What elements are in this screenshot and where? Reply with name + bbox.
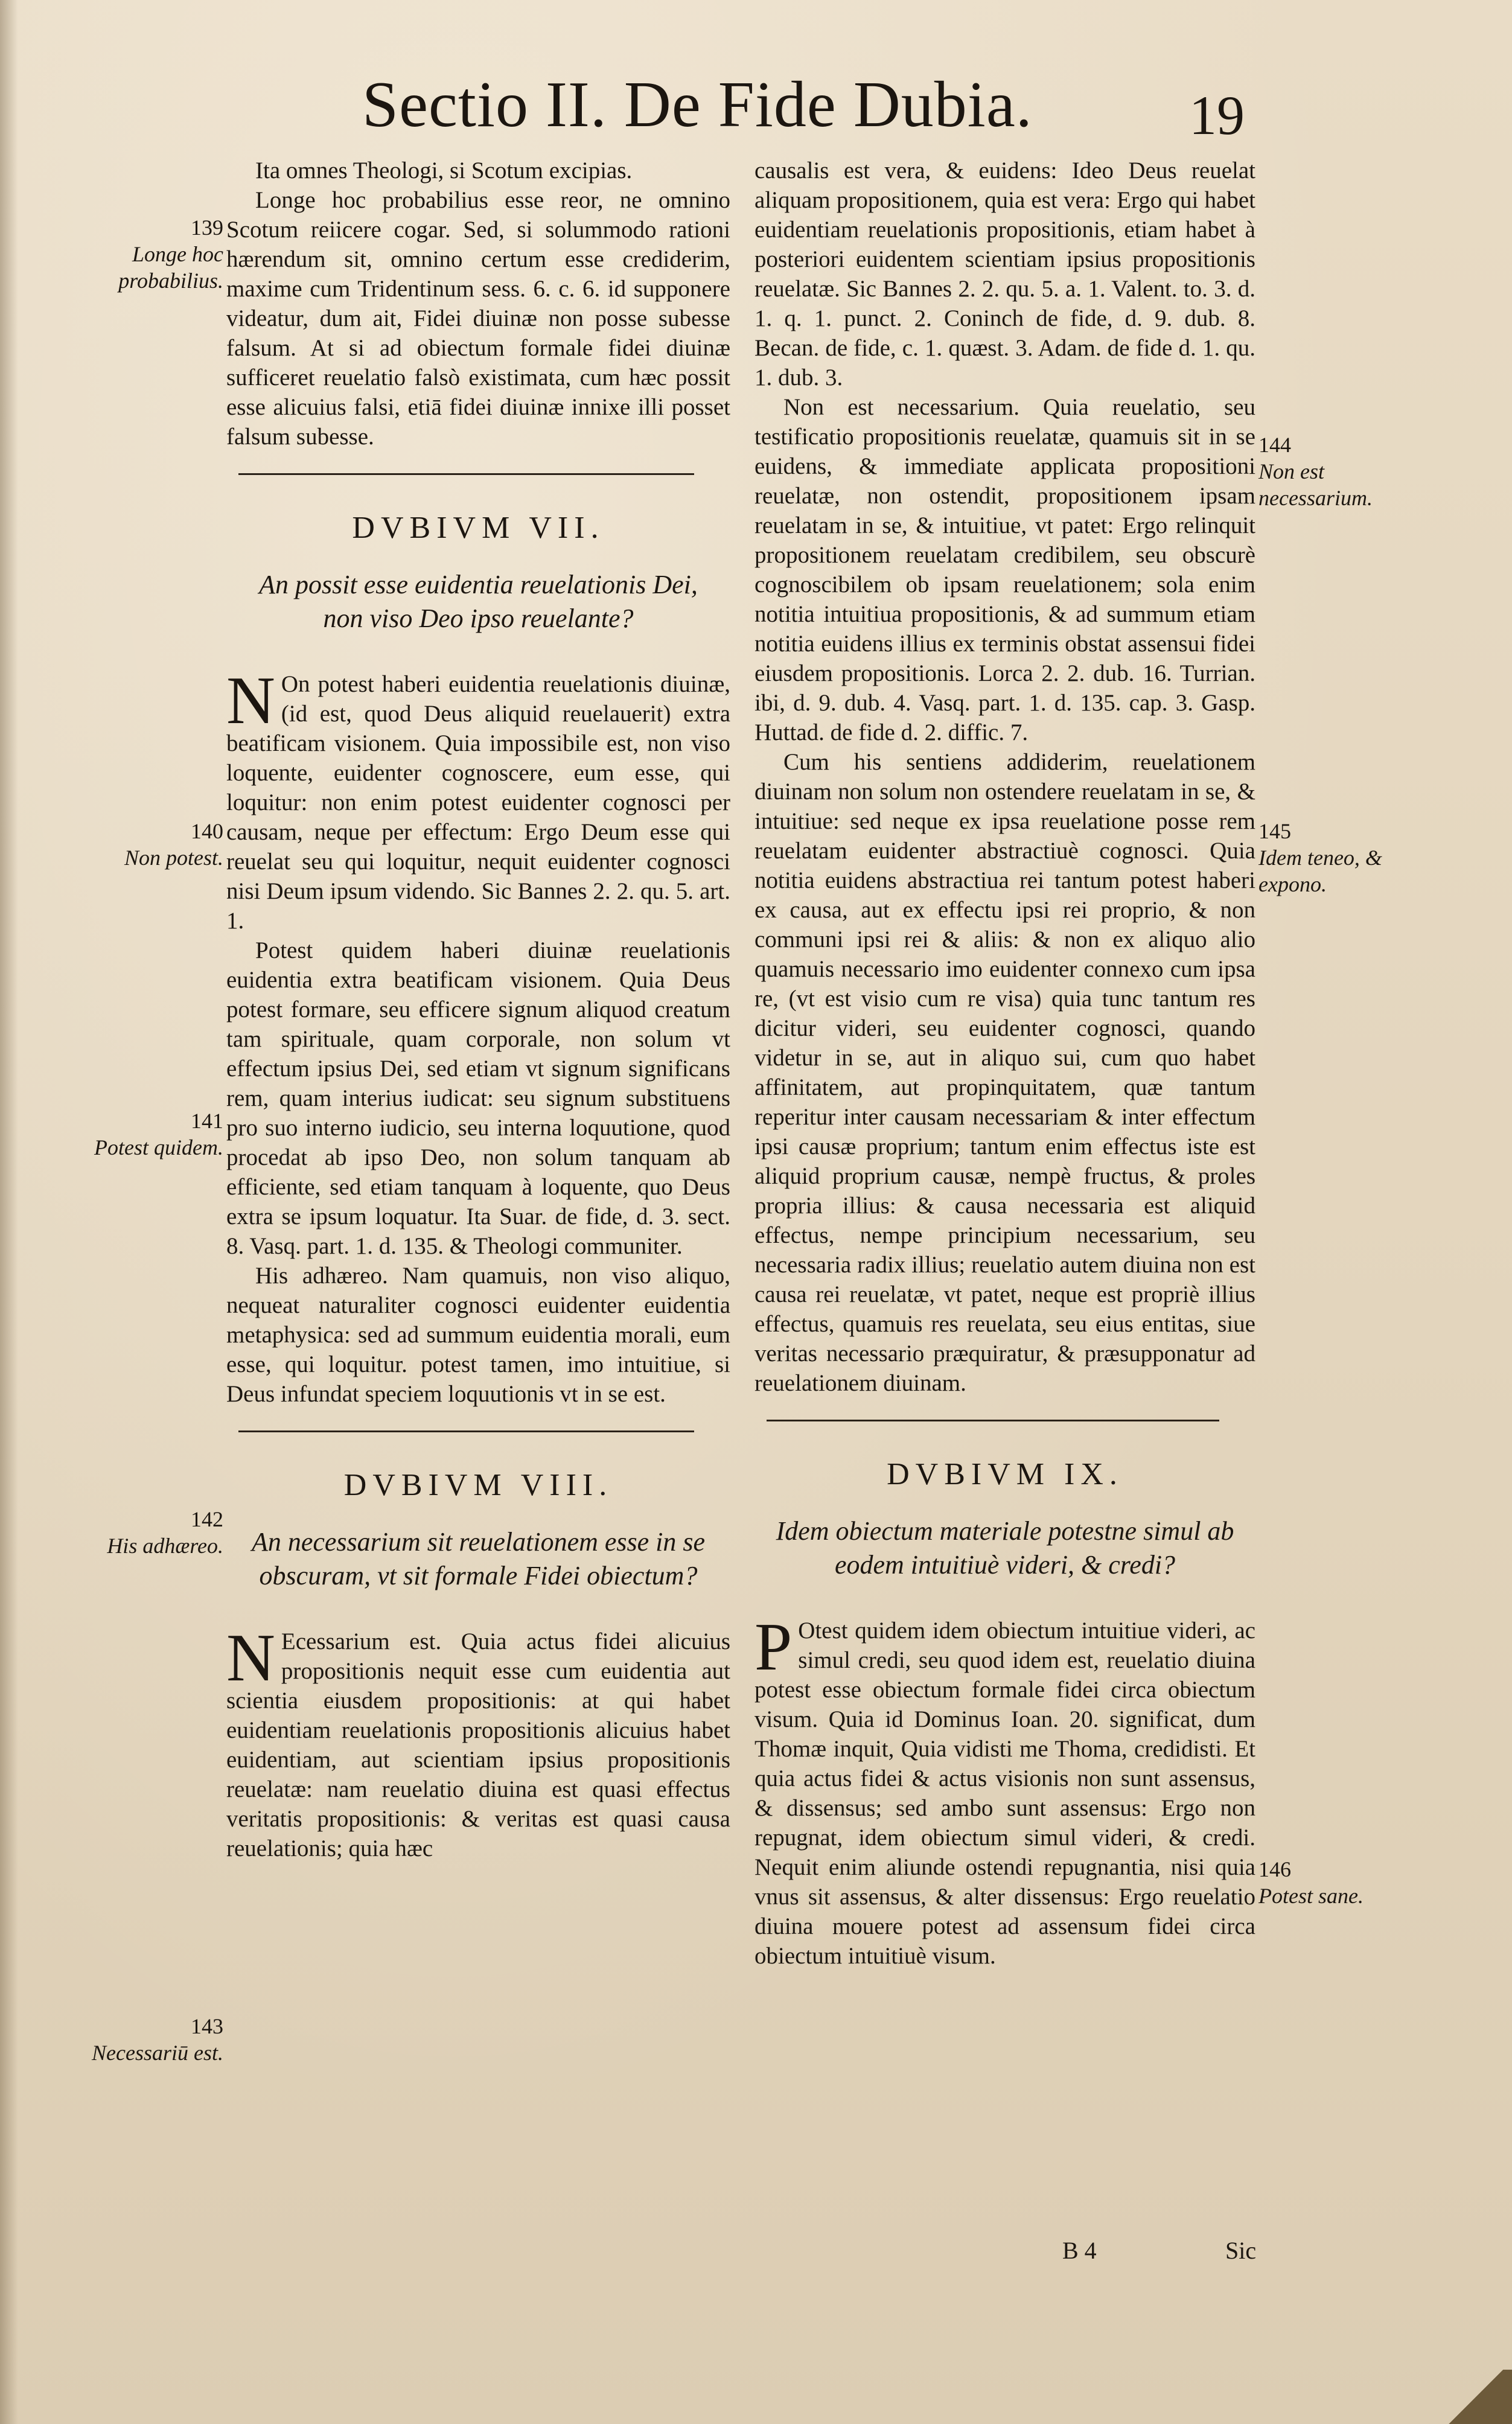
initial-letter: P [754, 1610, 793, 1685]
initial-letter: N [226, 663, 275, 738]
page-corner [1440, 2370, 1512, 2424]
left-column [226, 156, 730, 1863]
dubium-question-9: Idem obiectum materiale potestne simul ab eodem intuitiuè videri, & credi? [776, 1516, 1234, 1580]
margin-note-text: Non potest. [124, 846, 223, 870]
dubium-question-7: An possit esse euidentia reuelationis Dei, non viso Deo ipso reuelante? [259, 570, 698, 633]
margin-note-143 [91, 2013, 223, 2066]
page-number: 19 [1189, 85, 1245, 146]
margin-note-number: 144 [1258, 433, 1291, 457]
margin-note-141 [91, 1108, 223, 1161]
margin-note-144 [1258, 432, 1391, 511]
paragraph-intro: Ita omnes Theologi, si Scotum excipias. [255, 158, 633, 183]
signature-mark: B 4 [1062, 2237, 1097, 2264]
dubium-heading-7: DVBIVM VII. [352, 511, 605, 545]
margin-note-text: Necessariū est. [92, 2041, 223, 2065]
margin-note-text: Non est necessarium. [1258, 459, 1373, 510]
dubium-heading-8: DVBIVM VIII. [343, 1468, 613, 1502]
paragraph-139: Longe hoc probabilius esse reor, ne omnino Scotum reiicere cogar. Sed, si solummodo rationi hærendum sit, omnino certum esse crediderim, maxime cum Tridentinum sess. 6. c. 6. id supponere videatur, dum ait, Fidei diuinæ non posse subesse falsum. At si ad obiectum formale fidei diuinæ sufficeret reuelatio falsò existimata, cum hæc possit esse alicuius falsi, etiā fidei diuinæ innixe illi posset falsum subesse. [226, 187, 730, 450]
paragraph-141: Potest quidem haberi diuinæ reuelationis euidentia extra beatificam visionem. Quia Deus potest formare, seu efficere signum aliquod creatum tam spirituale, quam corporale, non solum vt effectum ipsius Dei, sed etiam vt signum significans rem, quam interius iudicat: seu signum substituens pro suo interno iudicio, seu interna loquutione, quod procedat ab ipso Deo, non solum tanquam ab efficiente, sed etiam tanquam à loquente, quo Deus extra se ipsum loquatur. Ita Suar. de fide, d. 3. sect. 8. Vasq. part. 1. d. 135. & Theologi communiter. [226, 937, 730, 1259]
margin-note-146 [1258, 1856, 1391, 1909]
margin-note-145 [1258, 818, 1391, 898]
spine-shadow [0, 0, 18, 2424]
section-rule [767, 1420, 1219, 1421]
paragraph-146 [754, 1610, 1255, 1971]
margin-note-text: Longe hoc probabilius. [118, 242, 223, 293]
margin-note-139 [91, 214, 223, 294]
paragraph-145: Cum his sentiens addiderim, reuelationem diuinam non solum non ostendere reuelatam in se, & intuitiue: sed neque ex ipsa reuelatione posse rem reuelatam euidenter abstractiuè cognosci. Quia notitia euidens abstractiua rei tantum potest haberi ex causa, aut ex effectu ipsi rei proprio, & non communi ipsi rei & aliis: & non ex aliquo alio quamuis necessario imo euidenter connexo cum ipsa re, (vt est visio cum re visa) quia tunc tantum res dicitur videri, seu euidenter cognosci, quando videtur in se, aut in aliquo sui, cum quo habet affinitatem, aut propinquitatem, quæ tantum reperitur inter causam necessariam & inter effectum ipsi causæ proprium; tantum enim effectus iste est aliquid proprium causæ, nempè fructus, & proles propria illius: & causa necessaria est aliquid effectus, nempe principium necessarium, seu necessaria radix illius; reuelatio autem diuina non est causa rei reuelatæ, vt patet, neque est propriè illius effectus, quamuis res reuelata, seu eius entitas, siue veritas necessario præquiratur, & præsupponatur ad reuelationem diuinam. [754, 749, 1255, 1396]
section-rule [238, 473, 694, 475]
catchword: Sic [1225, 2237, 1257, 2264]
paragraph-144: Non est necessarium. Quia reuelatio, seu testificatio propositionis reuelatæ, quamuis sit in se euidens, & immediate applicata propositioni reuelatæ, non ostendit, propositionem ipsam reuelatam in se, & intuitiue, vt patet: Ergo relinquit propositionem reuelatam credibilem, seu obscurè cognoscibilem ob ipsam reuelationem; sola enim notitia intuitiua propositionis, & ad summum etiam notitia euidens illius ex terminis obstat assensui fidei eiusdem propositionis. Lorca 2. 2. dub. 16. Turrian. ibi, d. 9. dub. 4. Vasq. part. 1. d. 135. cap. 3. Gasp. Huttad. de fide d. 2. diffic. 7. [754, 394, 1255, 745]
margin-note-number: 140 [191, 819, 223, 843]
paragraph-text: Ecessarium est. Quia actus fidei alicuius propositionis nequit esse cum euidentia aut scientia eiusdem propositionis: at qui habet euidentiam reuelationis propositionis alicuius habet euidentiam, aut scientiam ipsius propositionis reuelatæ: nam reuelatio diuina est quasi effectus veritatis propositionis: & veritas est quasi causa reuelationis; quia hæc [226, 1628, 730, 1861]
margin-note-text: Potest quidem. [94, 1135, 223, 1159]
margin-note-number: 139 [191, 215, 223, 240]
margin-note-text: Idem teneo, & expono. [1258, 846, 1382, 896]
dubium-heading-9: DVBIVM IX. [887, 1457, 1123, 1491]
margin-note-number: 143 [191, 2014, 223, 2038]
margin-note-142 [91, 1506, 223, 1559]
margin-note-number: 142 [191, 1507, 223, 1531]
margin-note-text: Potest sane. [1258, 1884, 1364, 1908]
margin-note-number: 146 [1258, 1857, 1291, 1881]
margin-note-140 [91, 818, 223, 871]
paragraph-140 [226, 663, 730, 936]
margin-note-number: 141 [191, 1109, 223, 1133]
right-column [754, 156, 1255, 1971]
margin-note-text: His adhæreo. [107, 1534, 223, 1558]
paragraph-143 [226, 1621, 730, 1863]
running-head: Sectio II. De Fide Dubia. [362, 69, 1033, 141]
paragraph-text: On potest haberi euidentia reuelationis diuinæ, (id est, quod Deus aliquid reuelauerit) extra beatificam visionem. Quia impossibile est, non viso loquente, euidenter cognoscere, eum esse, qui loquitur: non enim potest euidenter cognosci per causam, neque per effectum: Ergo Deum esse qui reuelat seu qui loquitur, nequit euidenter cognosci nisi Deum ipsum videndo. Sic Bannes 2. 2. qu. 5. art. 1. [226, 671, 730, 934]
section-rule [238, 1430, 694, 1432]
paragraph-142: His adhæreo. Nam quamuis, non viso aliquo, nequeat naturaliter cognosci euidenter euidentia metaphysica: sed ad summum euidentia morali, eum esse, qui loquitur. potest tamen, imo intuitiue, si Deus infundat speciem loquutionis vt in se est. [226, 1263, 730, 1407]
initial-letter: N [226, 1621, 275, 1695]
paragraph-text: Otest quidem idem obiectum intuitiue videri, ac simul credi, seu quod idem est, reuelatio diuina potest esse obiectum formale fidei circa obiectum visum. Quia id Dominus Ioan. 20. significat, dum Thomæ inquit, Quia vidisti me Thoma, credidisti. Et quia actus fidei & actus visionis non sunt assensus, & dissensus; sed ambo sunt assensus: Ergo non repugnat, idem obiectum simul videri, & credi. Nequit enim aliunde ostendi repugnantia, nisi quia vnus sit assensus, & alter dissensus: Ergo reuelatio diuina mouere potest ad assensum fidei circa obiectum intuitiuè visum. [754, 1618, 1255, 1969]
dubium-question-8: An necessarium sit reuelationem esse in se obscuram, vt sit formale Fidei obiectum? [251, 1527, 706, 1590]
paragraph-continued: causalis est vera, & euidens: Ideo Deus reuelat aliquam propositionem, quia est vera: Ergo qui habet euidentiam reuelationis propositionis, etiam habet à posteriori euidentem scientiam ipsius propositionis reuelatæ. Sic Bannes 2. 2. qu. 5. a. 1. Valent. to. 3. d. 1. q. 1. punct. 2. Coninch de fide, d. 9. dub. 8. Becan. de fide, c. 1. quæst. 3. Adam. de fide d. 1. qu. 1. dub. 3. [754, 158, 1255, 391]
margin-note-number: 145 [1258, 819, 1291, 843]
